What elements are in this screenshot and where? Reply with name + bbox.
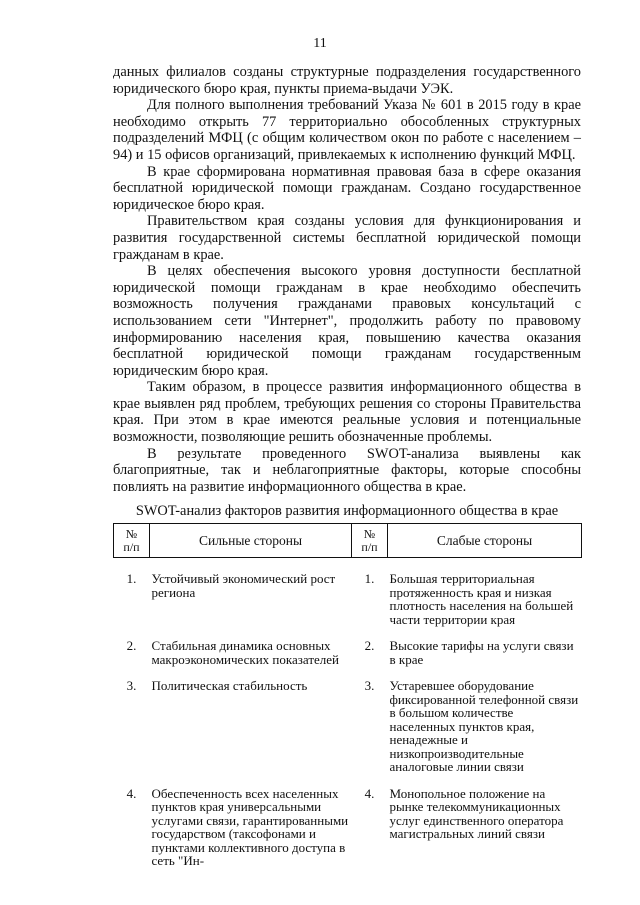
table-title: SWOT-анализ факторов развития информационного общества в крае bbox=[135, 503, 559, 519]
header-number-abbr: п/п bbox=[361, 539, 378, 554]
paragraph-2: Для полного выполнения требований Указа № 601 в 2015 году в крае необходимо открыть 77 территориально обособленных структурных подразделений МФЦ (с общим количеством окон по работе с населением – 94) и 15 офисов организаций, привлекаемых к исполнению функций МФЦ. bbox=[113, 97, 581, 163]
strength-number: 3. bbox=[126, 678, 137, 693]
weakness-number: 3. bbox=[364, 678, 375, 693]
weakness-text: Устаревшее оборудование фиксированной телефонной связи в большом количестве населенных пунктов края, ненадежные и низкопроизводительные аналоговые линии связи bbox=[389, 678, 579, 774]
table-header-row bbox=[114, 524, 582, 558]
strength-text: Обеспеченность всех населенных пунктов края универсальными услугами связи, гарантированными государством (таксофонами и пунктами коллективного доступа в сеть "Ин- bbox=[151, 785, 349, 868]
table-row bbox=[114, 787, 582, 881]
table-row bbox=[114, 558, 582, 640]
paragraph-1: данных филиалов созданы структурные подразделения государственного юридического бюро края, пункты приема-выдачи УЭК. bbox=[113, 64, 581, 97]
header-number-right bbox=[352, 524, 388, 558]
paragraph-7: В результате проведенного SWOT-анализа выявлены как благоприятные, так и неблагоприятные факторы, которые способны повлиять на развитие информационного общества в крае. bbox=[113, 445, 581, 495]
weakness-text: Большая территориальная протяженность края и низкая плотность населения на большей части территории края bbox=[389, 571, 574, 627]
weakness-text: Монопольное положение на рынке телекоммуникационных услуг единственного оператора магистральных линий связи bbox=[389, 785, 564, 841]
strength-number: 1. bbox=[126, 571, 137, 586]
header-number-left bbox=[114, 524, 150, 558]
strength-number: 2. bbox=[126, 638, 137, 653]
weakness-number: 4. bbox=[364, 785, 375, 801]
header-number-symbol: № bbox=[125, 526, 138, 541]
table-row bbox=[114, 679, 582, 787]
strength-number: 4. bbox=[126, 785, 137, 801]
paragraph-5: В целях обеспечения высокого уровня доступности бесплатной юридической помощи гражданам в крае необходимо обеспечить возможность получения гражданами правовых консультаций с использованием сети "Интернет", продолжить работу по правовому информированию населения края, повышению качества оказания бесплатной юридической помощи гражданам государственным юридическим бюро края. bbox=[113, 263, 581, 379]
header-number-symbol: № bbox=[363, 526, 376, 541]
paragraph-4: Правительством края созданы условия для функционирования и развития государственной системы бесплатной юридической помощи гражданам в крае. bbox=[113, 213, 581, 263]
header-weaknesses: Слабые стороны bbox=[388, 524, 582, 558]
strength-text: Стабильная динамика основных макроэкономических показателей bbox=[151, 638, 340, 667]
swot-table bbox=[113, 523, 582, 881]
body-text bbox=[113, 64, 581, 495]
paragraph-6: Таким образом, в процессе развития информационного общества в крае выявлен ряд проблем, требующих решения со стороны Правительства края. При этом в крае имеются реальные условия и потенциальные возможности, позволяющие решить обозначенные проблемы. bbox=[113, 379, 581, 446]
paragraph-3: В крае сформирована нормативная правовая база в сфере оказания бесплатной юридической помощи гражданам. Создано государственное юридическое бюро края. bbox=[113, 163, 581, 213]
page-number: 11 bbox=[313, 36, 327, 51]
strength-text: Устойчивый экономический рост региона bbox=[151, 571, 336, 600]
weakness-text: Высокие тарифы на услуги связи в крае bbox=[389, 638, 574, 667]
header-number-abbr: п/п bbox=[123, 539, 140, 554]
header-strengths: Сильные стороны bbox=[150, 524, 352, 558]
strength-text: Политическая стабильность bbox=[151, 678, 308, 693]
table-row bbox=[114, 639, 582, 679]
weakness-number: 1. bbox=[364, 571, 375, 586]
weakness-number: 2. bbox=[364, 638, 375, 653]
